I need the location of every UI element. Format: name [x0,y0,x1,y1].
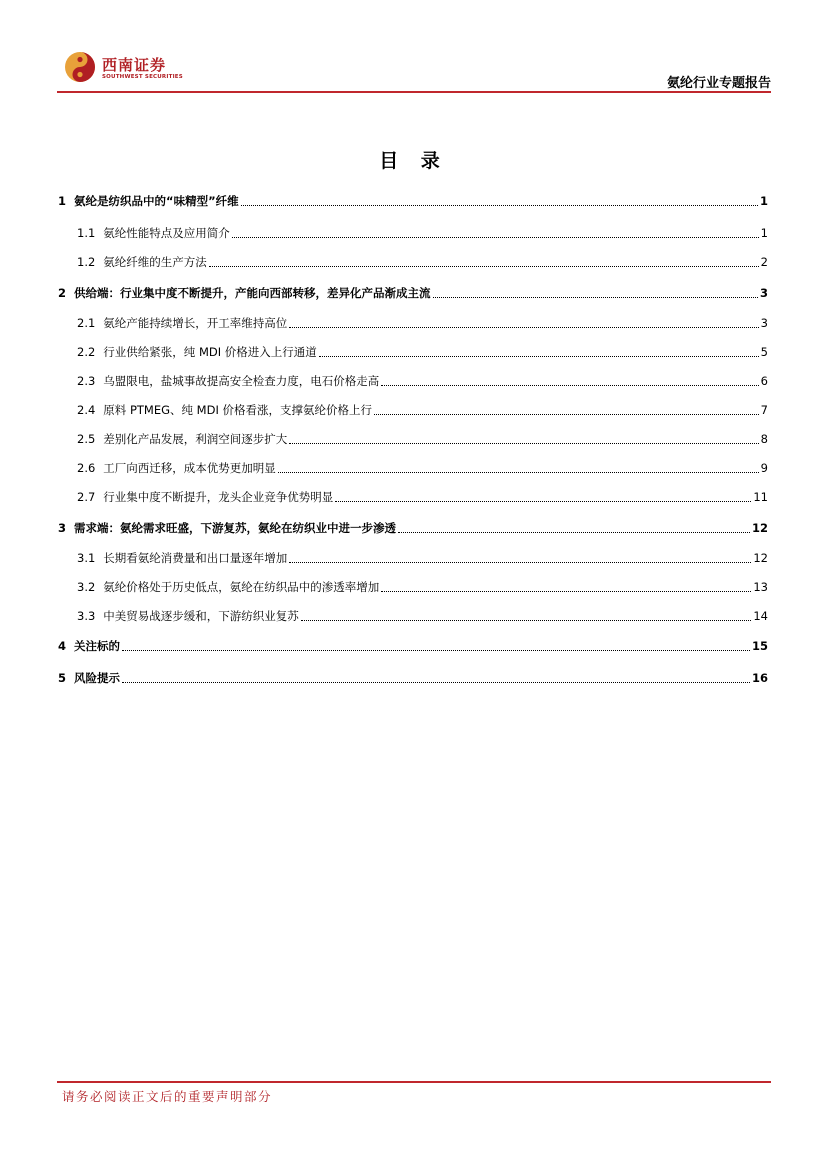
toc-entry-title: 差别化产品发展，利润空间逐步扩大 [103,432,288,446]
dot-leader [122,682,750,683]
dot-leader [381,591,751,592]
toc-entry-title: 关注标的 [74,639,121,653]
toc-entry-page: 9 [760,461,768,475]
toc-entry-number: 2.3 [77,374,96,388]
toc-entry-title: 风险提示 [74,671,121,685]
toc-entry-page: 12 [753,551,768,565]
toc-entry-page: 5 [760,345,768,359]
toc-entry-title: 长期看氨纶消费量和出口量逐年增加 [103,551,288,565]
toc-entry-page: 11 [753,490,768,504]
toc-entry-page: 8 [760,432,768,446]
toc-entry-number: 2.6 [77,461,96,475]
toc-entry[interactable] [58,577,768,597]
toc-entry-number: 5 [58,671,67,685]
page-header [57,48,771,92]
dot-leader [398,532,750,533]
dot-leader [433,297,758,298]
dot-leader [319,356,759,357]
toc-entry-page: 14 [753,609,768,623]
toc-entry[interactable] [58,636,768,656]
toc-entry-page: 6 [760,374,768,388]
toc-heading: 目 录 [379,150,448,172]
report-title: 氨纶行业专题报告 [666,76,771,91]
toc-entry-number: 1.1 [77,226,96,240]
dot-leader [289,562,751,563]
dot-leader [374,414,759,415]
toc-entry-page: 15 [751,639,768,653]
toc-entry[interactable] [58,223,768,243]
toc-entry-title: 行业集中度不断提升，龙头企业竞争优势明显 [103,490,334,504]
company-logo [64,51,214,85]
toc-entry-page: 3 [760,316,768,330]
toc-entry-title: 供给端：行业集中度不断提升，产能向西部转移，差异化产品渐成主流 [74,286,431,300]
dot-leader [209,266,759,267]
dot-leader [289,327,758,328]
toc-entry-title: 中美贸易战逐步缓和，下游纺织业复苏 [103,609,299,623]
toc-entry[interactable] [58,313,768,333]
toc-entry[interactable] [58,548,768,568]
footer-disclaimer: 请务必阅读正文后的重要声明部分 [62,1089,273,1104]
toc-entry-number: 2.1 [77,316,96,330]
toc-entry[interactable] [58,518,768,538]
toc-entry-page: 2 [760,255,768,269]
toc-entry-title: 氨纶是纺织品中的“味精型”纤维 [74,194,239,208]
toc-entry[interactable] [58,668,768,688]
dot-leader [289,443,758,444]
toc-entry-page: 12 [751,521,768,535]
dot-leader [381,385,758,386]
dot-leader [278,472,759,473]
toc-entry-page: 16 [751,671,768,685]
toc-entry[interactable] [58,487,768,507]
toc-entry-title: 氨纶产能持续增长，开工率维持高位 [103,316,288,330]
dot-leader [232,237,759,238]
toc-entry[interactable] [58,342,768,362]
toc-entry[interactable] [58,371,768,391]
toc-entry[interactable] [58,252,768,272]
toc-entry-title: 氨纶价格处于历史低点，氨纶在纺织品中的渗透率增加 [103,580,380,594]
toc-entry[interactable] [58,429,768,449]
toc-entry-title: 工厂向西迁移，成本优势更加明显 [103,461,276,475]
toc-entry-title: 乌盟限电，盐城事故提高安全检查力度，电石价格走高 [103,374,380,388]
toc-entry[interactable] [58,400,768,420]
dot-leader [122,650,750,651]
toc-entry-page: 3 [759,286,768,300]
toc-entry[interactable] [58,458,768,478]
toc-entry-number: 3.2 [77,580,96,594]
dot-leader [335,501,751,502]
toc-entry-number: 2.5 [77,432,96,446]
toc-entry-number: 4 [58,639,67,653]
header-divider [57,91,771,93]
toc-entry-title: 氨纶纤维的生产方法 [103,255,207,269]
footer-divider [57,1081,771,1083]
toc-entry-page: 7 [760,403,768,417]
toc-entry-title: 需求端：氨纶需求旺盛，下游复苏，氨纶在纺织业中进一步渗透 [74,521,397,535]
dot-leader [241,205,758,206]
toc-entry[interactable] [58,191,768,211]
toc-entry-number: 1.2 [77,255,96,269]
toc-entry-page: 1 [759,194,768,208]
toc-entry-page: 13 [753,580,768,594]
toc-entry-title: 行业供给紧张，纯 MDI 价格进入上行通道 [103,345,317,359]
toc-entry-page: 1 [760,226,768,240]
toc-entry[interactable] [58,606,768,626]
toc-entry-number: 2.7 [77,490,96,504]
dot-leader [301,620,752,621]
toc-entry-number: 3.3 [77,609,96,623]
toc-entry-number: 2.2 [77,345,96,359]
toc-entry[interactable] [58,283,768,303]
toc-entry-number: 3.1 [77,551,96,565]
toc-entry-number: 3 [58,521,67,535]
toc-entry-title: 原料 PTMEG、纯 MDI 价格看涨，支撑氨纶价格上行 [103,403,372,417]
logo-emblem-icon [64,51,96,83]
toc-entry-number: 2 [58,286,67,300]
logo-chinese-name: 西南证券 [102,56,167,74]
toc-entry-number: 1 [58,194,67,208]
toc-entry-number: 2.4 [77,403,96,417]
toc-entry-title: 氨纶性能特点及应用简介 [103,226,230,240]
logo-english-name: SOUTHWEST SECURITIES [102,74,183,80]
